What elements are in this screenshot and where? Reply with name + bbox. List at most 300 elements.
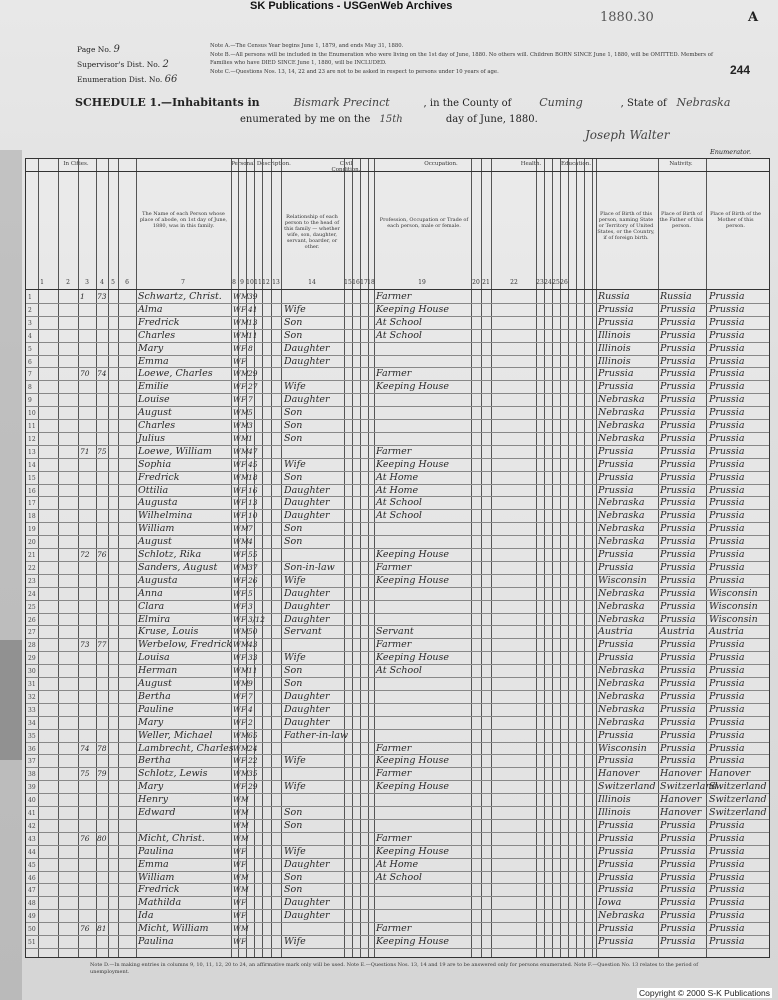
father-birthplace: Prussia bbox=[660, 536, 696, 548]
person-name: Kruse, Louis bbox=[138, 626, 199, 638]
birthplace: Nebraska bbox=[598, 703, 645, 715]
group-occupation: Occupation. bbox=[424, 161, 458, 167]
birthplace: Illinois bbox=[598, 342, 631, 354]
person-name: Paulina bbox=[138, 845, 174, 857]
relationship: Daughter bbox=[284, 600, 330, 612]
birthplace: Wisconsin bbox=[598, 574, 647, 586]
person-name: Charles bbox=[138, 329, 176, 341]
color: W bbox=[233, 679, 241, 688]
grid-column-line bbox=[78, 159, 79, 957]
mother-birthplace: Prussia bbox=[709, 432, 745, 444]
color: W bbox=[233, 730, 241, 740]
sex: F bbox=[241, 511, 247, 521]
relationship: Son bbox=[284, 536, 303, 548]
age: 3 bbox=[248, 421, 253, 430]
mother-birthplace: Switzerland bbox=[709, 807, 767, 818]
column-number: 1 bbox=[40, 279, 44, 286]
color: W bbox=[233, 704, 241, 714]
row-number: 21 bbox=[28, 552, 36, 559]
age: 41 bbox=[248, 304, 258, 314]
row-number: 42 bbox=[28, 822, 36, 830]
father-birthplace: Prussia bbox=[660, 342, 696, 354]
occupation: Keeping House bbox=[376, 381, 450, 393]
person-name: Emma bbox=[138, 858, 169, 870]
relationship: Son bbox=[284, 316, 303, 328]
sex: M bbox=[241, 317, 249, 327]
color: W bbox=[233, 872, 241, 882]
birthplace: Prussia bbox=[598, 549, 634, 560]
grid-column-line bbox=[596, 159, 597, 957]
dwelling-number: 1 bbox=[80, 292, 85, 301]
schedule-title bbox=[75, 96, 730, 109]
census-table bbox=[25, 158, 770, 958]
column-number: 14 bbox=[308, 279, 316, 286]
sex: F bbox=[241, 498, 247, 508]
age: 45 bbox=[248, 459, 258, 469]
mother-birthplace: Prussia bbox=[709, 897, 745, 909]
occupation: At Home bbox=[376, 471, 419, 483]
mother-birthplace: Prussia bbox=[709, 574, 745, 586]
color: W bbox=[233, 292, 241, 301]
father-birthplace: Prussia bbox=[660, 871, 696, 883]
page-number-line bbox=[77, 44, 120, 55]
column-number: 18 bbox=[367, 279, 375, 286]
dwelling-number: 75 bbox=[80, 769, 90, 779]
relationship: Wife bbox=[284, 381, 306, 393]
row-number: 25 bbox=[28, 603, 36, 611]
row-number: 37 bbox=[28, 758, 36, 766]
relationship: Daughter bbox=[284, 484, 330, 496]
row-number: 22 bbox=[28, 564, 36, 572]
color: W bbox=[233, 820, 241, 830]
person-name: Emilie bbox=[138, 381, 169, 393]
mother-birthplace: Prussia bbox=[709, 291, 745, 302]
father-birthplace: Prussia bbox=[660, 858, 696, 870]
column-number: 3 bbox=[85, 279, 89, 286]
occupation: Farmer bbox=[376, 291, 412, 302]
county-value: Cuming bbox=[539, 96, 583, 109]
occupation: Keeping House bbox=[376, 845, 450, 857]
birthplace: Nebraska bbox=[598, 420, 645, 431]
sheet-letter: A bbox=[748, 10, 759, 25]
birthplace: Prussia bbox=[598, 832, 634, 844]
age: 2 bbox=[248, 717, 253, 727]
supervisor-district-label: Supervisor's Dist. No. bbox=[77, 60, 161, 69]
relationship: Wife bbox=[284, 845, 306, 857]
family-number: 79 bbox=[97, 769, 107, 779]
supervisor-district-value: 2 bbox=[162, 59, 169, 70]
occupation: At School bbox=[376, 316, 422, 328]
sex: M bbox=[241, 679, 249, 688]
sex: F bbox=[241, 550, 247, 559]
row-number: 14 bbox=[28, 461, 36, 469]
relationship: Daughter bbox=[284, 587, 330, 599]
column-number: 25 bbox=[552, 279, 560, 286]
mother-birthplace: Prussia bbox=[709, 819, 745, 831]
row-number: 2 bbox=[28, 306, 32, 314]
father-birthplace: Prussia bbox=[660, 678, 696, 689]
father-birthplace: Prussia bbox=[660, 368, 696, 380]
grid-column-line bbox=[576, 159, 577, 957]
person-name: Fredrick bbox=[138, 316, 180, 328]
row-number: 44 bbox=[28, 848, 36, 856]
color: W bbox=[233, 601, 241, 611]
color: W bbox=[233, 937, 241, 946]
birthplace: Prussia bbox=[598, 639, 634, 651]
grid-column-line bbox=[592, 159, 593, 957]
family-number: 81 bbox=[97, 924, 107, 934]
color: W bbox=[233, 743, 241, 753]
color: W bbox=[233, 472, 241, 482]
person-name: Mary bbox=[138, 342, 164, 354]
sex: F bbox=[241, 717, 247, 727]
birthplace: Prussia bbox=[598, 729, 634, 741]
color: W bbox=[233, 356, 241, 366]
mother-birthplace: Prussia bbox=[709, 381, 745, 393]
occupation: Keeping House bbox=[376, 755, 450, 767]
mother-birthplace: Prussia bbox=[709, 561, 745, 573]
father-birthplace: Prussia bbox=[660, 549, 696, 560]
mother-birthplace: Prussia bbox=[709, 665, 745, 677]
sex: M bbox=[241, 872, 249, 882]
relationship: Daughter bbox=[284, 497, 330, 509]
mother-birthplace: Prussia bbox=[709, 458, 745, 470]
mother-birthplace: Prussia bbox=[709, 716, 745, 728]
grid-header-line bbox=[26, 171, 769, 172]
grid-column-line bbox=[136, 159, 137, 957]
birthplace: Prussia bbox=[598, 858, 634, 870]
sex: F bbox=[241, 756, 247, 766]
color: W bbox=[233, 846, 241, 856]
enumeration-line bbox=[240, 114, 538, 125]
birthplace: Nebraska bbox=[598, 497, 645, 509]
mother-birthplace: Switzerland bbox=[709, 781, 767, 793]
father-birthplace: Prussia bbox=[660, 497, 696, 509]
age: 5 bbox=[248, 588, 253, 598]
relationship: Servant bbox=[284, 626, 322, 638]
dwelling-number: 73 bbox=[80, 640, 90, 650]
occupation: Keeping House bbox=[376, 549, 450, 560]
relationship: Daughter bbox=[284, 858, 330, 870]
person-name: Pauline bbox=[138, 703, 174, 715]
father-birthplace: Prussia bbox=[660, 381, 696, 393]
color: W bbox=[233, 911, 241, 921]
person-name: Schwartz, Christ. bbox=[138, 291, 222, 302]
age: 24 bbox=[248, 743, 258, 753]
column-number: 23 bbox=[536, 279, 544, 286]
column-number: 26 bbox=[560, 279, 568, 286]
age: 11 bbox=[248, 666, 258, 676]
person-name: Charles bbox=[138, 420, 176, 431]
sex: M bbox=[241, 730, 249, 740]
father-birthplace: Prussia bbox=[660, 394, 696, 406]
father-birthplace: Prussia bbox=[660, 510, 696, 522]
person-name: Clara bbox=[138, 600, 165, 612]
county-label: , in the County of bbox=[423, 98, 512, 109]
mother-birthplace: Prussia bbox=[709, 510, 745, 522]
mother-birthplace: Prussia bbox=[709, 484, 745, 496]
row-number: 43 bbox=[28, 835, 36, 843]
row-number: 47 bbox=[28, 887, 36, 895]
age: 39 bbox=[248, 292, 258, 301]
age: 29 bbox=[248, 369, 258, 379]
color: W bbox=[233, 433, 241, 443]
group-nativity: Nativity. bbox=[669, 161, 693, 167]
sex: M bbox=[241, 808, 249, 817]
person-name: August bbox=[138, 407, 172, 419]
sex: F bbox=[241, 937, 247, 946]
color: W bbox=[233, 898, 241, 908]
column-number: 22 bbox=[510, 279, 518, 286]
row-number: 10 bbox=[28, 410, 36, 418]
person-name: August bbox=[138, 536, 172, 548]
age: 50 bbox=[248, 627, 258, 637]
sex: M bbox=[241, 640, 249, 650]
family-number: 77 bbox=[97, 640, 107, 650]
relationship: Son bbox=[284, 432, 303, 444]
mother-birthplace: Wisconsin bbox=[709, 587, 758, 599]
birthplace: Nebraska bbox=[598, 587, 645, 599]
relationship: Son bbox=[284, 471, 303, 483]
father-birthplace: Prussia bbox=[660, 716, 696, 728]
mother-birthplace: Prussia bbox=[709, 639, 745, 651]
birthplace: Prussia bbox=[598, 923, 634, 935]
person-name: Henry bbox=[138, 794, 168, 806]
father-birthplace: Prussia bbox=[660, 458, 696, 470]
column-number: 6 bbox=[125, 279, 129, 286]
age: 4 bbox=[248, 537, 253, 547]
row-number: 24 bbox=[28, 590, 36, 598]
sex: M bbox=[241, 524, 249, 534]
family-number: 73 bbox=[97, 292, 107, 301]
relationship: Daughter bbox=[284, 910, 330, 922]
color: W bbox=[233, 395, 241, 405]
relationship: Daughter bbox=[284, 510, 330, 522]
person-name: Loewe, William bbox=[138, 445, 212, 457]
mother-birthplace: Wisconsin bbox=[709, 613, 758, 625]
age: 26 bbox=[248, 575, 258, 585]
relationship: Son bbox=[284, 329, 303, 341]
age: 65 bbox=[248, 730, 258, 740]
father-birthplace: Prussia bbox=[660, 742, 696, 754]
birthplace: Nebraska bbox=[598, 665, 645, 677]
row-number: 7 bbox=[28, 371, 32, 379]
person-name: Bertha bbox=[138, 755, 171, 767]
column-number: 7 bbox=[181, 279, 185, 286]
row-number: 28 bbox=[28, 642, 36, 650]
group-civil-condition: Civil Condition. bbox=[331, 161, 361, 173]
mother-birthplace: Prussia bbox=[709, 755, 745, 767]
sex: M bbox=[241, 627, 249, 637]
mother-birthplace: Prussia bbox=[709, 303, 745, 315]
mother-birthplace: Wisconsin bbox=[709, 600, 758, 612]
color: W bbox=[233, 640, 241, 650]
relationship: Son bbox=[284, 819, 303, 831]
age: 13 bbox=[248, 317, 258, 327]
sex: M bbox=[241, 562, 249, 572]
relationship: Wife bbox=[284, 755, 306, 767]
family-number: 76 bbox=[97, 550, 107, 559]
sex: M bbox=[241, 743, 249, 753]
row-number: 23 bbox=[28, 577, 36, 585]
father-birthplace: Prussia bbox=[660, 445, 696, 457]
relationship: Son bbox=[284, 665, 303, 677]
birthplace: Prussia bbox=[598, 368, 634, 380]
row-number: 36 bbox=[28, 745, 36, 753]
sex: F bbox=[241, 343, 247, 353]
occupation: At Home bbox=[376, 858, 419, 870]
person-name: William bbox=[138, 871, 175, 883]
occupation: Servant bbox=[376, 626, 414, 638]
birthplace: Prussia bbox=[598, 845, 634, 857]
row-number: 29 bbox=[28, 655, 36, 663]
mother-birthplace: Switzerland bbox=[709, 794, 767, 806]
father-birthplace: Hanover bbox=[660, 794, 702, 806]
father-birthplace: Prussia bbox=[660, 690, 696, 702]
note-c: Note C.—Questions Nos. 13, 14, 22 and 23 are not to be asked in respect to persons under 10 years of age. bbox=[210, 68, 499, 75]
birthplace: Austria bbox=[598, 626, 633, 638]
sex: M bbox=[241, 924, 249, 934]
age: 9 bbox=[248, 679, 253, 688]
occupation: Keeping House bbox=[376, 936, 450, 947]
color: W bbox=[233, 885, 241, 895]
father-birthplace: Prussia bbox=[660, 897, 696, 909]
relationship: Wife bbox=[284, 574, 306, 586]
sex: F bbox=[241, 575, 247, 585]
color: W bbox=[233, 498, 241, 508]
age: 22 bbox=[248, 756, 258, 766]
person-name: Mathilda bbox=[138, 897, 182, 909]
person-name: Sanders, August bbox=[138, 561, 218, 573]
color: W bbox=[233, 575, 241, 585]
birthplace: Nebraska bbox=[598, 536, 645, 548]
column-number: 5 bbox=[111, 279, 115, 286]
birthplace: Prussia bbox=[598, 755, 634, 767]
sex: F bbox=[241, 395, 247, 405]
row-number: 32 bbox=[28, 693, 36, 701]
father-birthplace: Russia bbox=[660, 291, 692, 302]
person-name: Elmira bbox=[138, 613, 171, 625]
enumerator-label: Enumerator. bbox=[710, 148, 752, 156]
age: 3 bbox=[248, 601, 253, 611]
birthplace: Iowa bbox=[598, 897, 622, 909]
color: W bbox=[233, 485, 241, 495]
color: W bbox=[233, 550, 241, 559]
color: W bbox=[233, 330, 241, 340]
color: W bbox=[233, 537, 241, 547]
family-number: 78 bbox=[97, 743, 107, 753]
occupation: At Home bbox=[376, 484, 419, 496]
column-number: 16 bbox=[352, 279, 360, 286]
mother-birthplace: Prussia bbox=[709, 742, 745, 754]
color: W bbox=[233, 511, 241, 521]
relationship: Daughter bbox=[284, 703, 330, 715]
relationship: Son-in-law bbox=[284, 561, 335, 573]
birthplace: Prussia bbox=[598, 652, 634, 664]
person-name: Louisa bbox=[138, 652, 170, 664]
mother-birthplace: Prussia bbox=[709, 316, 745, 328]
relationship: Son bbox=[284, 407, 303, 419]
occupation: Keeping House bbox=[376, 781, 450, 793]
sex: F bbox=[241, 846, 247, 856]
grid-column-line bbox=[706, 159, 707, 957]
occupation: Farmer bbox=[376, 561, 412, 573]
mother-birthplace: Prussia bbox=[709, 871, 745, 883]
mother-birthplace: Prussia bbox=[709, 884, 745, 896]
father-birthplace: Switzerland bbox=[660, 781, 718, 793]
occupation: Farmer bbox=[376, 639, 412, 651]
mother-birthplace: Prussia bbox=[709, 497, 745, 509]
person-name: Sophia bbox=[138, 458, 172, 470]
column-number: 15 bbox=[344, 279, 352, 286]
mother-birthplace: Prussia bbox=[709, 690, 745, 702]
age: 33 bbox=[248, 653, 258, 663]
color: W bbox=[233, 317, 241, 327]
dwelling-number: 76 bbox=[80, 833, 90, 843]
color: W bbox=[233, 408, 241, 418]
sex: M bbox=[241, 769, 249, 779]
birthplace: Illinois bbox=[598, 794, 631, 806]
sex: F bbox=[241, 588, 247, 598]
sex: F bbox=[241, 304, 247, 314]
age: 29 bbox=[248, 782, 258, 792]
sex: F bbox=[241, 898, 247, 908]
birthplace: Russia bbox=[598, 291, 630, 302]
scan-edge-shadow bbox=[0, 150, 22, 1000]
relationship: Son bbox=[284, 807, 303, 818]
row-number: 15 bbox=[28, 474, 36, 482]
person-name: Paulina bbox=[138, 936, 174, 947]
father-birthplace: Prussia bbox=[660, 355, 696, 367]
row-number: 8 bbox=[28, 384, 32, 392]
sheet-number: 1880.30 bbox=[600, 10, 654, 25]
relationship: Wife bbox=[284, 781, 306, 793]
father-birthplace: Prussia bbox=[660, 407, 696, 419]
sex: M bbox=[241, 408, 249, 418]
birthplace: Prussia bbox=[598, 316, 634, 328]
dwelling-number: 70 bbox=[80, 369, 90, 379]
head-relation: Relationship of each person to the head of this family — whether wife, son, daughter, servant, boarder, or other. bbox=[284, 214, 340, 250]
mother-birthplace: Hanover bbox=[709, 768, 751, 780]
age: 4 bbox=[248, 704, 253, 714]
occupation: Farmer bbox=[376, 832, 412, 844]
head-mother-birthplace: Place of Birth of the Mother of this person. bbox=[710, 211, 761, 229]
birthplace: Hanover bbox=[598, 768, 640, 780]
row-number: 30 bbox=[28, 668, 36, 676]
age: 3/12 bbox=[248, 614, 265, 624]
birthplace: Prussia bbox=[598, 936, 634, 947]
occupation: At School bbox=[376, 871, 422, 883]
row-number: 31 bbox=[28, 681, 36, 688]
mother-birthplace: Prussia bbox=[709, 342, 745, 354]
enumeration-district-label: Enumeration Dist. No. bbox=[77, 75, 163, 84]
row-number: 35 bbox=[28, 732, 36, 740]
column-number: 24 bbox=[544, 279, 552, 286]
schedule-label: SCHEDULE 1.—Inhabitants in bbox=[75, 96, 260, 109]
group-education: Education. bbox=[561, 161, 592, 167]
color: W bbox=[233, 369, 241, 379]
mother-birthplace: Prussia bbox=[709, 703, 745, 715]
row-number: 9 bbox=[28, 397, 32, 405]
birthplace: Illinois bbox=[598, 807, 631, 818]
age: 11 bbox=[248, 330, 258, 340]
birthplace: Nebraska bbox=[598, 523, 645, 535]
occupation: Farmer bbox=[376, 445, 412, 457]
birthplace: Nebraska bbox=[598, 613, 645, 625]
sex: M bbox=[241, 885, 249, 895]
father-birthplace: Prussia bbox=[660, 665, 696, 677]
row-number: 38 bbox=[28, 771, 36, 779]
